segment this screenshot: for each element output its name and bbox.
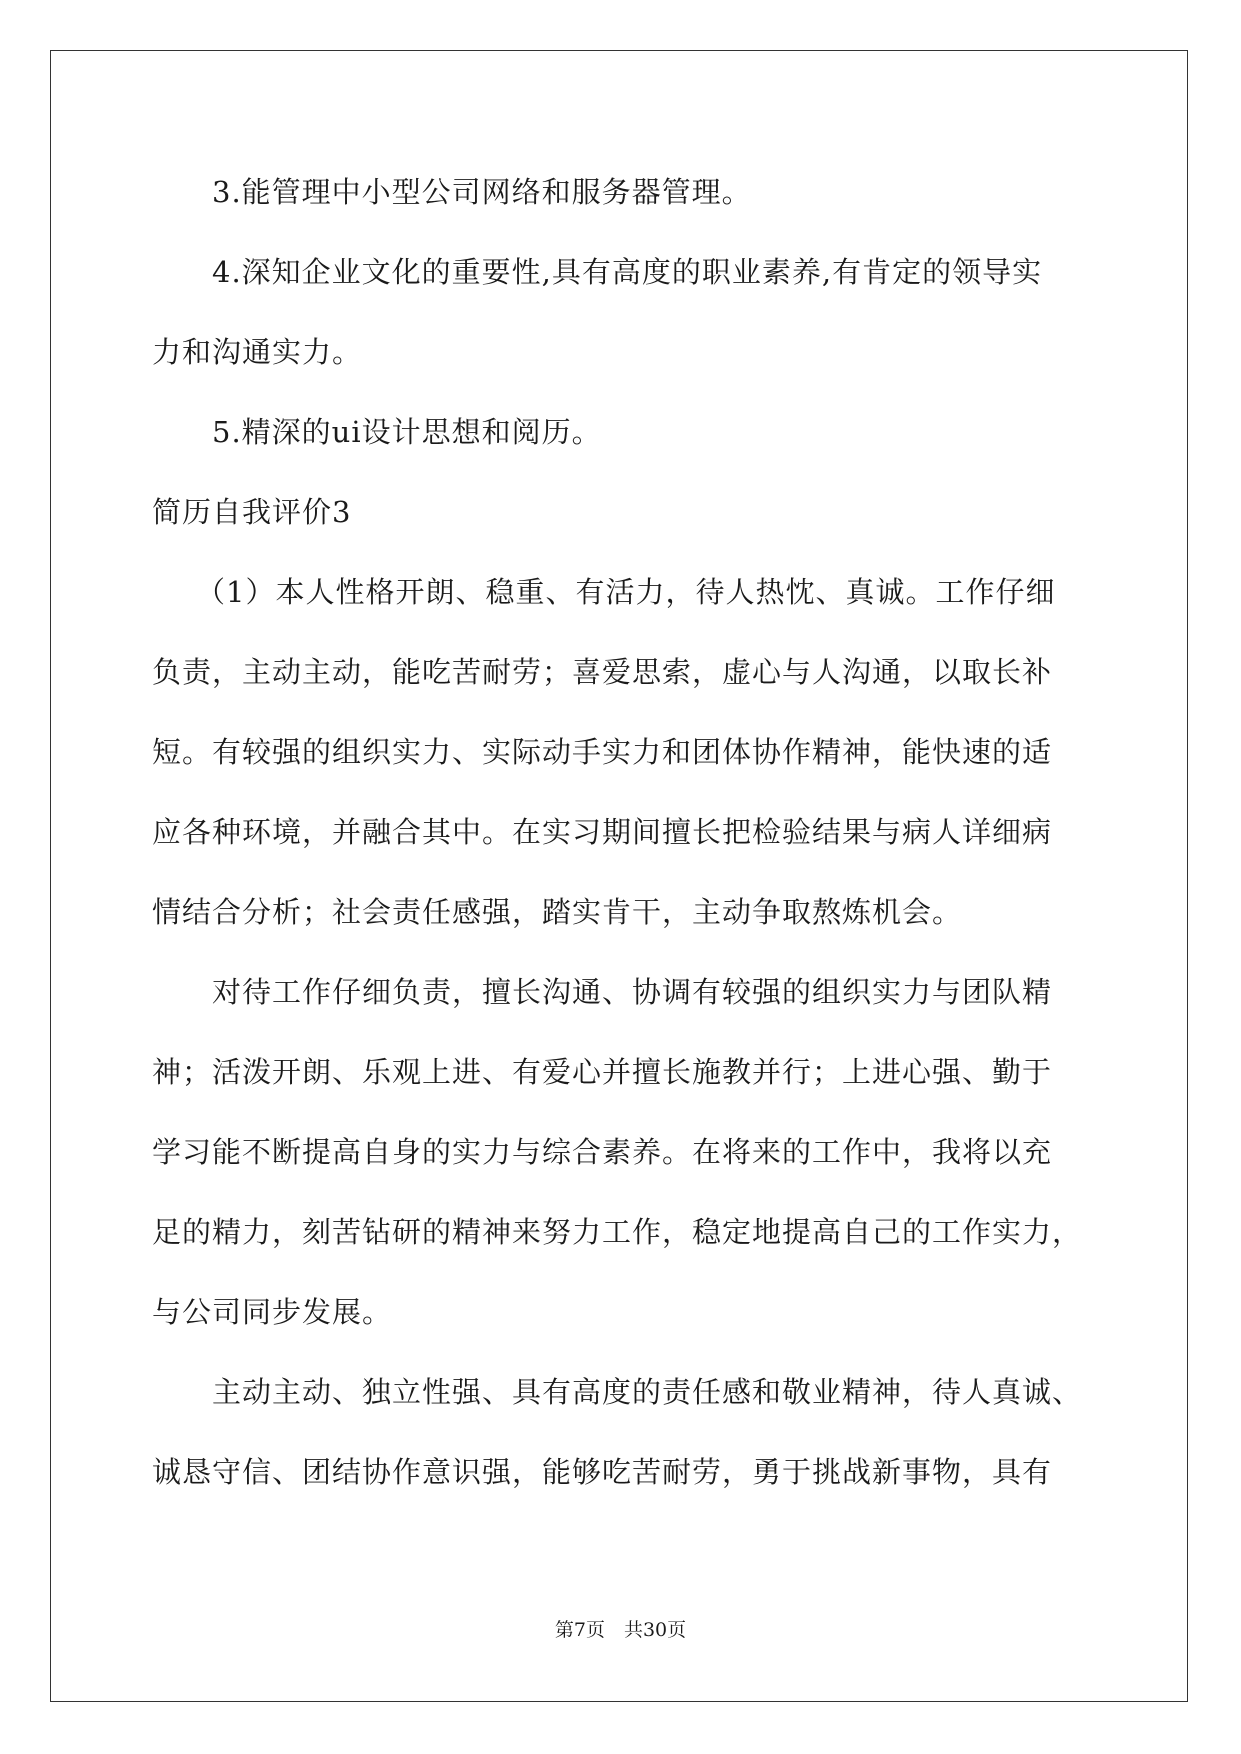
body-line: 对待工作仔细负责，擅长沟通、协调有较强的组织实力与团队精 <box>212 975 1053 1009</box>
body-line: 学习能不断提高自身的实力与综合素养。在将来的工作中，我将以充 <box>152 1135 1053 1169</box>
body-line: 3.能管理中小型公司网络和服务器管理。 <box>212 175 752 209</box>
body-line: 短。有较强的组织实力、实际动手实力和团体协作精神，能快速的适 <box>152 735 1053 769</box>
body-line: 诚恳守信、团结协作意识强，能够吃苦耐劳，勇于挑战新事物，具有 <box>152 1455 1053 1489</box>
body-line: 负责，主动主动，能吃苦耐劳；喜爱思索，虚心与人沟通，以取长补 <box>152 655 1053 689</box>
body-line: 情结合分析；社会责任感强，踏实肯干，主动争取熬炼机会。 <box>152 895 963 929</box>
body-line: 与公司同步发展。 <box>152 1295 393 1329</box>
body-line: 4.深知企业文化的重要性,具有高度的职业素养,有肯定的领导实 <box>212 255 1043 289</box>
body-line: 主动主动、独立性强、具有高度的责任感和敬业精神，待人真诚、 <box>212 1375 1083 1409</box>
body-line: 足的精力，刻苦钻研的精神来努力工作，稳定地提高自己的工作实力， <box>152 1215 1083 1249</box>
body-line: 力和沟通实力。 <box>152 335 363 369</box>
section-heading: 简历自我评价3 <box>152 495 352 529</box>
body-line: 5.精深的ui设计思想和阅历。 <box>212 415 602 449</box>
body-line: 应各种环境，并融合其中。在实习期间擅长把检验结果与病人详细病 <box>152 815 1053 849</box>
body-line: 神；活泼开朗、乐观上进、有爱心并擅长施教并行；上进心强、勤于 <box>152 1055 1053 1089</box>
body-line: （1）本人性格开朗、稳重、有活力，待人热忱、真诚。工作仔细 <box>196 575 1056 609</box>
page-number: 第7页 共30页 <box>554 1619 687 1641</box>
